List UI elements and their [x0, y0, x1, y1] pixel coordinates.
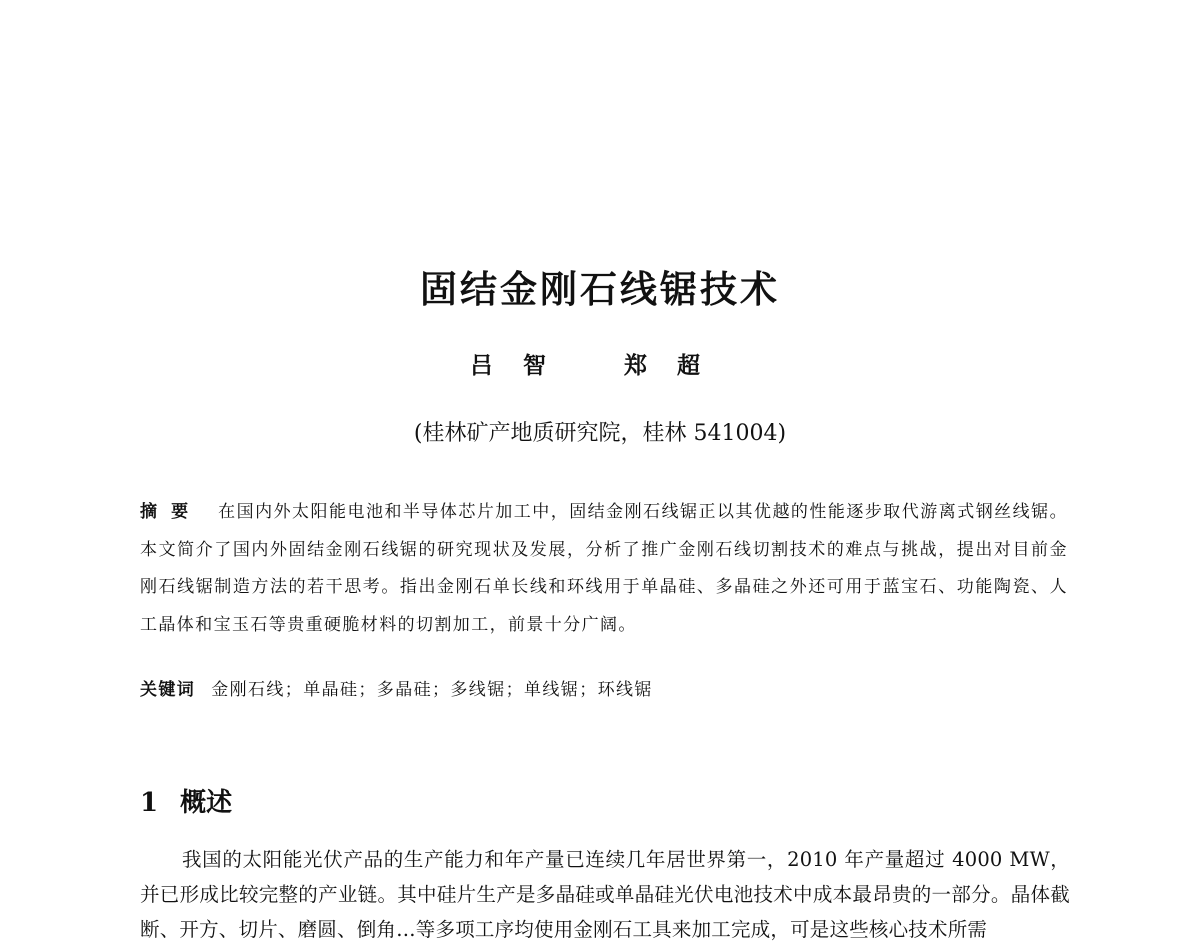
- body-paragraph: 我国的太阳能光伏产品的生产能力和年产量已连续几年居世界第一，2010 年产量超过 4000 MW，并已形成比较完整的产业链。其中硅片生产是多晶硅或单晶硅光伏电池技术中成本最昂贵的一部分。晶体截断、开方、切片、磨圆、倒角…等多项工序均使用金刚石工具来加工完成，可是这些核心技术所需: [140, 848, 1070, 941]
- abstract-text: 在国内外太阳能电池和半导体芯片加工中，固结金刚石线锯正以其优越的性能逐步取代游离式钢丝线锯。本文简介了国内外固结金刚石线锯的研究现状及发展，分析了推广金刚石线切割技术的难点与挑战，提出对目前金刚石线锯制造方法的若干思考。指出金刚石单长线和环线用于单晶硅、多晶硅之外还可用于蓝宝石、功能陶瓷、人工晶体和宝玉石等贵重硬脆材料的切割加工，前景十分广阔。: [140, 502, 1068, 635]
- keywords-label: 关键词: [140, 680, 196, 700]
- author-list: [0, 346, 1200, 386]
- keywords: [140, 672, 1068, 709]
- author-name: 郑超: [624, 352, 730, 379]
- section-heading: [140, 780, 232, 826]
- keywords-text: 金刚石线；单晶硅；多晶硅；多线锯；单线锯；环线锯: [211, 680, 653, 700]
- author-name: 吕智: [469, 352, 576, 379]
- affiliation: (桂林矿产地质研究院，桂林 541004): [413, 421, 787, 446]
- paper-title: 固结金刚石线锯技术: [420, 268, 780, 311]
- abstract: [140, 494, 1068, 644]
- section-title: 概述: [180, 788, 233, 818]
- section-number: 1: [140, 788, 159, 818]
- abstract-label: 摘要: [140, 502, 203, 522]
